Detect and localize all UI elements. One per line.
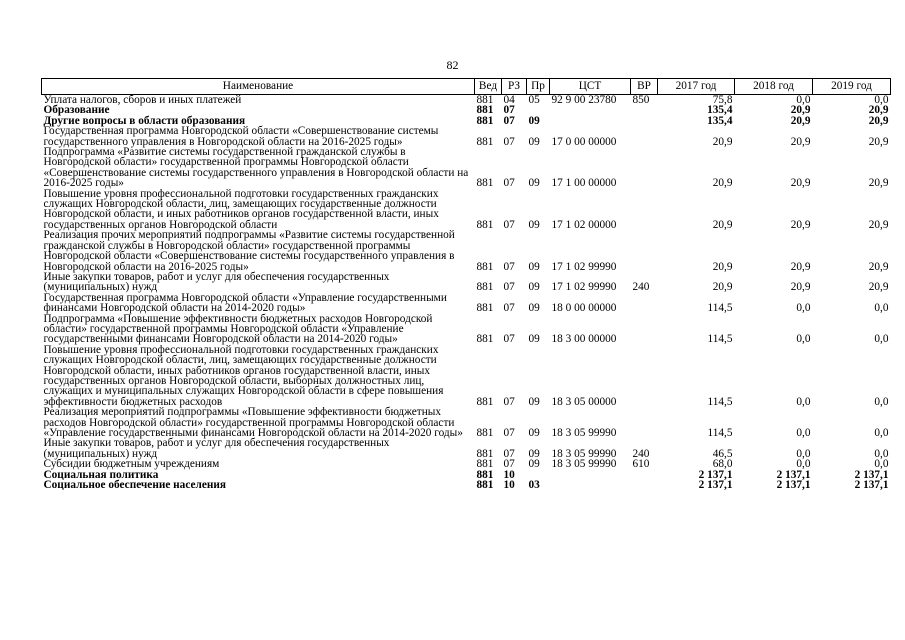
cell-ved: 881 bbox=[476, 333, 494, 346]
cell-ved: 881 bbox=[476, 468, 494, 481]
cell-2019: 0,0 bbox=[874, 302, 889, 315]
header-2019: 2019 год bbox=[813, 79, 891, 95]
cell-vr bbox=[631, 345, 658, 407]
cell-rz: 07 bbox=[503, 177, 515, 190]
cell-rz: 07 bbox=[503, 302, 515, 315]
budget-table bbox=[41, 78, 891, 490]
cell-2019: 0,0 bbox=[874, 395, 889, 408]
cell-2018: 20,9 bbox=[790, 177, 811, 190]
cell-cst: 17 1 00 00000 bbox=[551, 177, 617, 190]
header-pr: Пр bbox=[527, 79, 550, 95]
cell-cst: 17 1 02 99990 bbox=[551, 260, 617, 273]
cell-2017: 75,8 bbox=[712, 94, 733, 106]
cell-rz: 07 bbox=[503, 333, 515, 346]
cell-ved: 881 bbox=[476, 281, 494, 294]
cell-2017: 135,4 bbox=[707, 104, 733, 117]
cell-2018: 0,0 bbox=[796, 333, 811, 346]
cell-cst: 18 3 05 99990 bbox=[551, 427, 617, 439]
cell-2017: 114,5 bbox=[707, 427, 733, 439]
cell-rz: 07 bbox=[503, 114, 515, 127]
cell-ved: 881 bbox=[476, 458, 494, 471]
cell-2017: 114,5 bbox=[707, 395, 733, 408]
cell-vr bbox=[631, 480, 658, 490]
cell-name: Уплата налогов, сборов и иных платежей bbox=[43, 94, 242, 106]
cell-name: Образование bbox=[43, 104, 110, 117]
cell-pr: 03 bbox=[528, 479, 540, 492]
cell-ved: 881 bbox=[476, 94, 494, 106]
cell-rz: 07 bbox=[503, 104, 515, 117]
cell-rz: 07 bbox=[503, 447, 515, 460]
header-2017: 2017 год bbox=[658, 79, 735, 95]
cell-2018: 20,9 bbox=[790, 114, 811, 127]
cell-2018: 0,0 bbox=[796, 94, 811, 106]
cell-pr: 09 bbox=[528, 427, 540, 439]
cell-ved: 881 bbox=[476, 479, 494, 492]
cell-2018: 0,0 bbox=[796, 447, 811, 460]
cell-name: Повышение уровня профессиональной подготовки государственных гражданских служащих Новгородской области, лиц, замещающих государственные должности Новгородской области, иных работников органов государственной власти, иных государственных органов Новгородской области, выборных должностных лиц, служащих и муниципальных служащих Новгородской области в сфере повышения эффективности бюджетных расходов bbox=[43, 343, 444, 408]
cell-pr: 09 bbox=[528, 281, 540, 294]
table-row bbox=[42, 189, 891, 231]
cell-2018: 0,0 bbox=[796, 302, 811, 315]
cell-ved: 881 bbox=[476, 218, 494, 231]
cell-ved: 881 bbox=[476, 427, 494, 439]
table-row bbox=[42, 230, 891, 272]
cell-2019: 20,9 bbox=[868, 218, 889, 231]
cell-2017: 135,4 bbox=[707, 114, 733, 127]
cell-vr: 610 bbox=[632, 458, 650, 471]
cell-cst: 18 3 05 99990 bbox=[551, 458, 617, 471]
cell-cst: 18 3 05 99990 bbox=[551, 447, 617, 460]
table-row bbox=[42, 95, 891, 106]
table-row bbox=[42, 345, 891, 407]
cell-name: Подпрограмма «Повышение эффективности бюджетных расходов Новгородской области» государственной программы Новгородской области «Управление государственными финансами Новгородской области на 2014-2020 годы» bbox=[43, 312, 433, 346]
cell-vr bbox=[631, 189, 658, 231]
cell-2017: 114,5 bbox=[707, 333, 733, 346]
cell-2019: 20,9 bbox=[868, 114, 889, 127]
cell-pr: 09 bbox=[528, 218, 540, 231]
cell-name: Иные закупки товаров, работ и услуг для обеспечения государственных (муниципальных) нужд bbox=[43, 437, 390, 460]
cell-2018: 2 137,1 bbox=[776, 479, 811, 492]
cell-vr bbox=[631, 293, 658, 314]
cell-pr: 09 bbox=[528, 333, 540, 346]
header-cst: ЦСТ bbox=[550, 79, 631, 95]
cell-name: Государственная программа Новгородской области «Управление государственными финансами Новгородской области на 2014-2020 годы» bbox=[43, 291, 447, 315]
cell-2017: 20,9 bbox=[712, 281, 733, 294]
header-rz: РЗ bbox=[502, 79, 527, 95]
cell-pr: 05 bbox=[528, 94, 540, 106]
cell-2017: 114,5 bbox=[707, 302, 733, 315]
cell-vr bbox=[631, 147, 658, 189]
cell-name: Социальное обеспечение населения bbox=[43, 479, 226, 492]
cell-vr: 240 bbox=[632, 447, 650, 460]
cell-2019: 0,0 bbox=[874, 427, 889, 439]
cell-2019: 0,0 bbox=[874, 447, 889, 460]
cell-cst bbox=[550, 480, 631, 490]
cell-cst bbox=[550, 470, 631, 480]
header-vr: ВР bbox=[631, 79, 658, 95]
cell-pr: 09 bbox=[528, 458, 540, 471]
cell-name: Реализация прочих мероприятий подпрограммы «Развитие системы государственной гражданской службы в Новгородской области» государственной программы Новгородской области «Совершенствование системы государственного управления в Новгородской области на 2016-2025 годы» bbox=[43, 229, 455, 273]
cell-cst: 18 3 00 00000 bbox=[551, 333, 617, 346]
cell-name: Государственная программа Новгородской области «Совершенствование системы государственного управления в Новгородской области на 2016-2025 годы» bbox=[43, 125, 439, 148]
cell-2018: 20,9 bbox=[790, 218, 811, 231]
cell-2017: 68,0 bbox=[712, 458, 733, 471]
cell-rz: 07 bbox=[503, 281, 515, 294]
cell-2019: 20,9 bbox=[868, 281, 889, 294]
table-row bbox=[42, 293, 891, 314]
cell-2018: 0,0 bbox=[796, 395, 811, 408]
cell-name: Иные закупки товаров, работ и услуг для обеспечения государственных (муниципальных) нужд bbox=[43, 270, 390, 294]
cell-ved: 881 bbox=[476, 177, 494, 190]
table-body bbox=[42, 95, 891, 491]
cell-ved: 881 bbox=[476, 302, 494, 315]
cell-pr: 09 bbox=[528, 135, 540, 148]
cell-2019: 0,0 bbox=[874, 458, 889, 471]
page-number: 82 bbox=[446, 58, 459, 72]
cell-vr bbox=[631, 126, 658, 147]
cell-2018: 20,9 bbox=[790, 260, 811, 273]
cell-ved: 881 bbox=[476, 114, 494, 127]
cell-name: Субсидии бюджетным учреждениям bbox=[43, 458, 220, 471]
cell-ved: 881 bbox=[476, 447, 494, 460]
cell-pr: 09 bbox=[528, 177, 540, 190]
cell-name: Повышение уровня профессиональной подготовки государственных гражданских служащих Новгородской области, лиц, замещающих государственные должности Новгородской области, и иных работников органов государственной власти, иных государственных органов Новгородской области bbox=[43, 187, 439, 231]
cell-cst bbox=[550, 105, 631, 115]
cell-vr bbox=[631, 116, 658, 126]
table-row bbox=[42, 407, 891, 438]
cell-pr: 09 bbox=[528, 447, 540, 460]
cell-name: Другие вопросы в области образования bbox=[43, 114, 246, 127]
cell-vr: 240 bbox=[632, 281, 650, 294]
header-2018: 2018 год bbox=[735, 79, 813, 95]
cell-2017: 2 137,1 bbox=[698, 479, 733, 492]
cell-rz: 07 bbox=[503, 427, 515, 439]
cell-rz: 07 bbox=[503, 458, 515, 471]
cell-cst: 17 1 02 00000 bbox=[551, 218, 617, 231]
cell-rz: 07 bbox=[503, 260, 515, 273]
table-row bbox=[42, 459, 891, 469]
cell-2018: 0,0 bbox=[796, 427, 811, 439]
cell-2018: 0,0 bbox=[796, 458, 811, 471]
cell-vr bbox=[631, 105, 658, 115]
cell-vr bbox=[631, 407, 658, 438]
cell-cst: 92 9 00 23780 bbox=[551, 94, 617, 106]
header-name: Наименование bbox=[42, 79, 475, 95]
cell-2019: 0,0 bbox=[874, 94, 889, 106]
cell-2018: 20,9 bbox=[790, 135, 811, 148]
cell-ved: 881 bbox=[476, 395, 494, 408]
cell-pr: 09 bbox=[528, 302, 540, 315]
cell-vr bbox=[631, 314, 658, 345]
cell-name: Реализация мероприятий подпрограммы «Повышение эффективности бюджетных расходов Новгородской области» государственной программы Новгородской области «Управление государственными финансами Новгородской области на 2014-2020 годы» bbox=[43, 406, 463, 439]
cell-pr: 09 bbox=[528, 114, 540, 127]
cell-vr bbox=[631, 470, 658, 480]
cell-2017: 20,9 bbox=[712, 218, 733, 231]
header-ved: Вед bbox=[475, 79, 502, 95]
cell-vr bbox=[631, 230, 658, 272]
table-row bbox=[42, 480, 891, 490]
cell-2018: 2 137,1 bbox=[776, 468, 811, 481]
cell-2017: 20,9 bbox=[712, 177, 733, 190]
cell-cst: 17 1 02 99990 bbox=[551, 281, 617, 294]
cell-2019: 20,9 bbox=[868, 135, 889, 148]
cell-rz: 07 bbox=[503, 395, 515, 408]
cell-2019: 20,9 bbox=[868, 104, 889, 117]
cell-cst bbox=[550, 116, 631, 126]
cell-ved: 881 bbox=[476, 104, 494, 117]
cell-rz: 10 bbox=[503, 479, 515, 492]
cell-pr: 09 bbox=[528, 260, 540, 273]
cell-rz: 07 bbox=[503, 218, 515, 231]
cell-2019: 0,0 bbox=[874, 333, 889, 346]
cell-name: Подпрограмма «Развитие системы государственной гражданской службы в Новгородской области» государственной программы Новгородской области «Совершенствование системы государственного управления в Новгородской области на 2016-2025 годы» bbox=[43, 146, 469, 190]
cell-2017: 2 137,1 bbox=[698, 468, 733, 481]
cell-pr: 09 bbox=[528, 395, 540, 408]
cell-2017: 20,9 bbox=[712, 260, 733, 273]
cell-2019: 2 137,1 bbox=[854, 479, 889, 492]
cell-2017: 20,9 bbox=[712, 135, 733, 148]
cell-vr: 850 bbox=[632, 94, 650, 106]
cell-rz: 04 bbox=[503, 94, 515, 106]
cell-2018: 20,9 bbox=[790, 104, 811, 117]
table-row bbox=[42, 272, 891, 293]
cell-rz: 10 bbox=[503, 468, 515, 481]
cell-rz: 07 bbox=[503, 135, 515, 148]
cell-cst: 18 3 05 00000 bbox=[551, 395, 617, 408]
cell-ved: 881 bbox=[476, 135, 494, 148]
table-row bbox=[42, 438, 891, 459]
cell-2019: 20,9 bbox=[868, 260, 889, 273]
table-row bbox=[42, 314, 891, 345]
table-header-row bbox=[42, 79, 891, 95]
cell-2019: 2 137,1 bbox=[854, 468, 889, 481]
cell-2017: 46,5 bbox=[712, 447, 733, 460]
cell-2019: 20,9 bbox=[868, 177, 889, 190]
cell-2018: 20,9 bbox=[790, 281, 811, 294]
cell-cst: 18 0 00 00000 bbox=[551, 302, 617, 315]
cell-ved: 881 bbox=[476, 260, 494, 273]
cell-cst: 17 0 00 00000 bbox=[551, 135, 617, 148]
cell-name: Социальная политика bbox=[43, 468, 159, 481]
table-row bbox=[42, 147, 891, 189]
table-row bbox=[42, 126, 891, 147]
